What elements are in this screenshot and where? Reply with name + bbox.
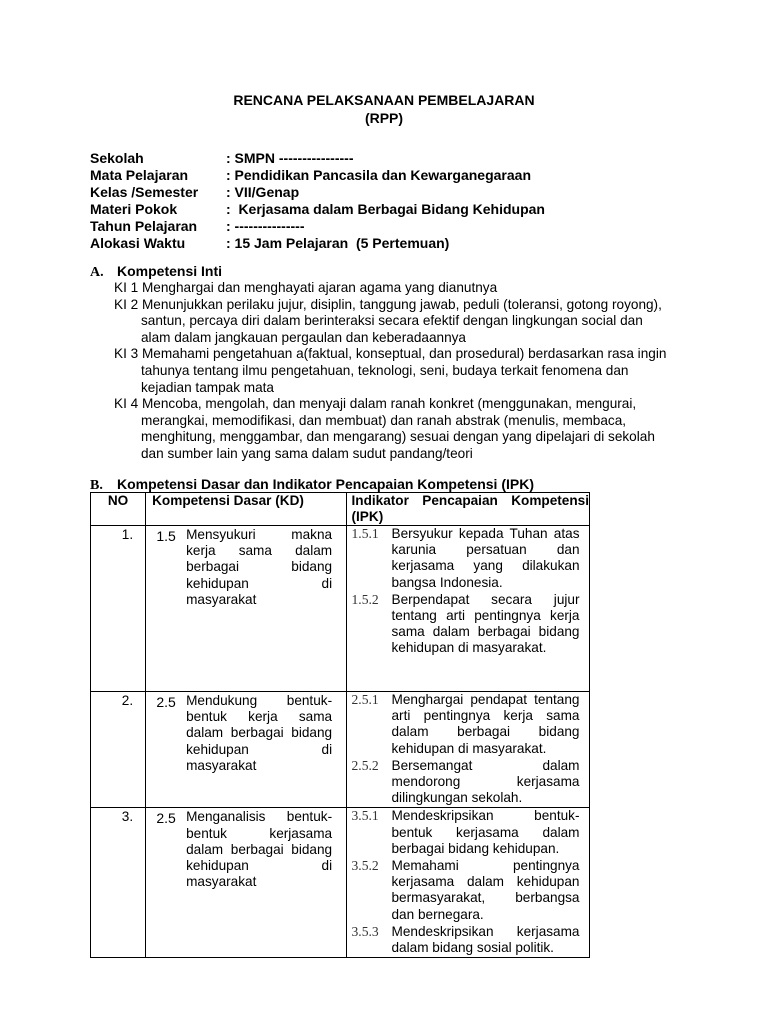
ipk-cell <box>346 526 590 692</box>
ipk-item <box>347 924 590 956</box>
info-row-sekolah <box>90 150 545 167</box>
info-row-kelas-semester <box>90 184 545 201</box>
kd-text: Mensyukuri makna kerja sama dalam berbagai bidang kehidupan di masyarakat <box>186 527 333 607</box>
header-ipk-line2: (IPK) <box>351 509 384 524</box>
info-row-tahun-pelajaran <box>90 218 545 235</box>
ki-item-4: KI 4 Mencoba, mengolah, dan menyaji dalam ranah konkret (menggunakan, mengurai, merangkai, memodifikasi, dan membuat) dan ranah abstrak (menulis, membaca, menghitung, menggambar, dan mengarang) sesuai dengan yang dipelajari di sekolah dan sumber lain yang sama dalam sudut pandang/teori <box>114 396 655 461</box>
info-value: : VII/Genap <box>226 184 300 200</box>
row-number: 3. <box>91 808 146 958</box>
table-header-row <box>91 493 590 526</box>
ki-item-2: KI 2 Menunjukkan perilaku jujur, disiplin, tanggung jawab, peduli (toleransi, gotong royong), santun, percaya diri dalam berinteraksi secara efektif dengan lingkungan social dan alam dalam jangkauan pergaulan dan keberadaannya <box>114 296 662 345</box>
ipk-code: 3.5.1 <box>351 808 379 824</box>
info-label: Mata Pelajaran <box>90 167 189 183</box>
ipk-item <box>347 592 590 657</box>
kd-cell <box>146 808 346 958</box>
ipk-code: 2.5.1 <box>351 692 379 707</box>
header-ipk-line1: Indikator Pencapaian Kompetensi <box>351 493 589 508</box>
ipk-item <box>347 808 590 857</box>
ipk-code: 3.5.2 <box>351 858 379 874</box>
kd-cell <box>146 692 346 808</box>
kd-text: Menganalisis bentuk-bentuk kerjasama dalam berbagai bidang kehidupan di masyarakat <box>186 809 333 890</box>
table-row <box>91 526 590 692</box>
info-value: : 15 Jam Pelajaran (5 Pertemuan) <box>226 235 450 251</box>
info-label: Alokasi Waktu <box>90 235 186 251</box>
section-a-heading <box>90 263 222 281</box>
section-title: Kompetensi Inti <box>117 263 223 279</box>
ipk-text: Memahami pentingnya kerjasama dalam kehidupan bermasyarakat, berbangsa dan bernegara. <box>391 858 580 922</box>
table-row <box>91 808 590 958</box>
info-value: : --------------- <box>226 218 305 234</box>
ipk-text: Bersemangat dalam mendorong kerjasama dilingkungan sekolah. <box>391 757 580 806</box>
ipk-item <box>347 526 590 591</box>
section-letter: A. <box>90 265 104 280</box>
ipk-item <box>347 692 590 757</box>
row-number: 1. <box>91 526 146 692</box>
kd-code: 2.5 <box>156 694 176 710</box>
row-number: 2. <box>91 692 146 808</box>
info-row-mata-pelajaran <box>90 167 545 184</box>
document-title: RENCANA PELAKSANAAN PEMBELAJARAN <box>233 92 535 108</box>
info-value: : Pendidikan Pancasila dan Kewarganegaraan <box>226 167 531 183</box>
section-letter: B. <box>90 478 103 493</box>
document-subtitle: (RPP) <box>364 110 404 126</box>
ipk-text: Mendeskripsikan bentuk-bentuk kerjasama dalam berbagai bidang kehidupan. <box>391 808 580 856</box>
info-row-materi-pokok <box>90 201 545 218</box>
ipk-item <box>347 858 590 923</box>
ki-item-1: KI 1 Menghargai dan menghayati ajaran agama yang dianutnya <box>114 280 498 295</box>
header-no: NO <box>91 493 146 526</box>
header-ipk <box>346 493 590 526</box>
ipk-code: 1.5.2 <box>351 591 379 607</box>
info-label: Tahun Pelajaran <box>90 218 198 234</box>
ipk-text: Menghargai pendapat tentang arti pentingnya kerja sama dalam berbagai bidang kehidupan di masyarakat. <box>391 692 580 756</box>
info-label: Materi Pokok <box>90 201 178 217</box>
ipk-text: Berpendapat secara jujur tentang arti pentingnya kerja sama dalam berbagai bidang kehidupan di masyarakat. <box>391 591 580 656</box>
info-value: : SMPN ---------------- <box>226 150 354 166</box>
kd-code: 1.5 <box>156 528 176 544</box>
kd-cell <box>146 526 346 692</box>
ipk-cell <box>346 692 590 808</box>
info-block <box>90 150 545 252</box>
section-title: Kompetensi Dasar dan Indikator Pencapaian Kompetensi (IPK) <box>117 476 534 492</box>
ipk-text: Bersyukur kepada Tuhan atas karunia persatuan dan kerjasama yang dilakukan bangsa Indonesia. <box>391 526 580 590</box>
ipk-code: 3.5.3 <box>351 923 379 939</box>
ipk-text: Mendeskripsikan kerjasama dalam bidang sosial politik. <box>391 923 580 956</box>
ipk-code: 2.5.2 <box>351 757 379 773</box>
kd-code: 2.5 <box>156 810 176 827</box>
kompetensi-inti-list <box>114 280 674 463</box>
header-kd: Kompetensi Dasar (KD) <box>146 493 346 526</box>
info-label: Kelas /Semester <box>90 184 199 200</box>
ipk-cell <box>346 808 590 958</box>
info-label: Sekolah <box>90 150 144 166</box>
ipk-item <box>347 758 590 807</box>
kd-ipk-table <box>90 492 590 958</box>
kd-text: Mendukung bentuk-bentuk kerja sama dalam berbagai bidang kehidupan di masyarakat <box>186 693 333 773</box>
ipk-code: 1.5.1 <box>351 526 379 541</box>
info-value: : Kerjasama dalam Berbagai Bidang Kehidupan <box>226 201 545 217</box>
info-row-alokasi-waktu <box>90 235 545 252</box>
ki-item-3: KI 3 Memahami pengetahuan a(faktual, konseptual, dan prosedural) berdasarkan rasa ingin tahunya tentang ilmu pengetahuan, teknologi, seni, budaya terkait fenomena dan kejadian tampak mata <box>114 346 667 395</box>
table-row <box>91 692 590 808</box>
